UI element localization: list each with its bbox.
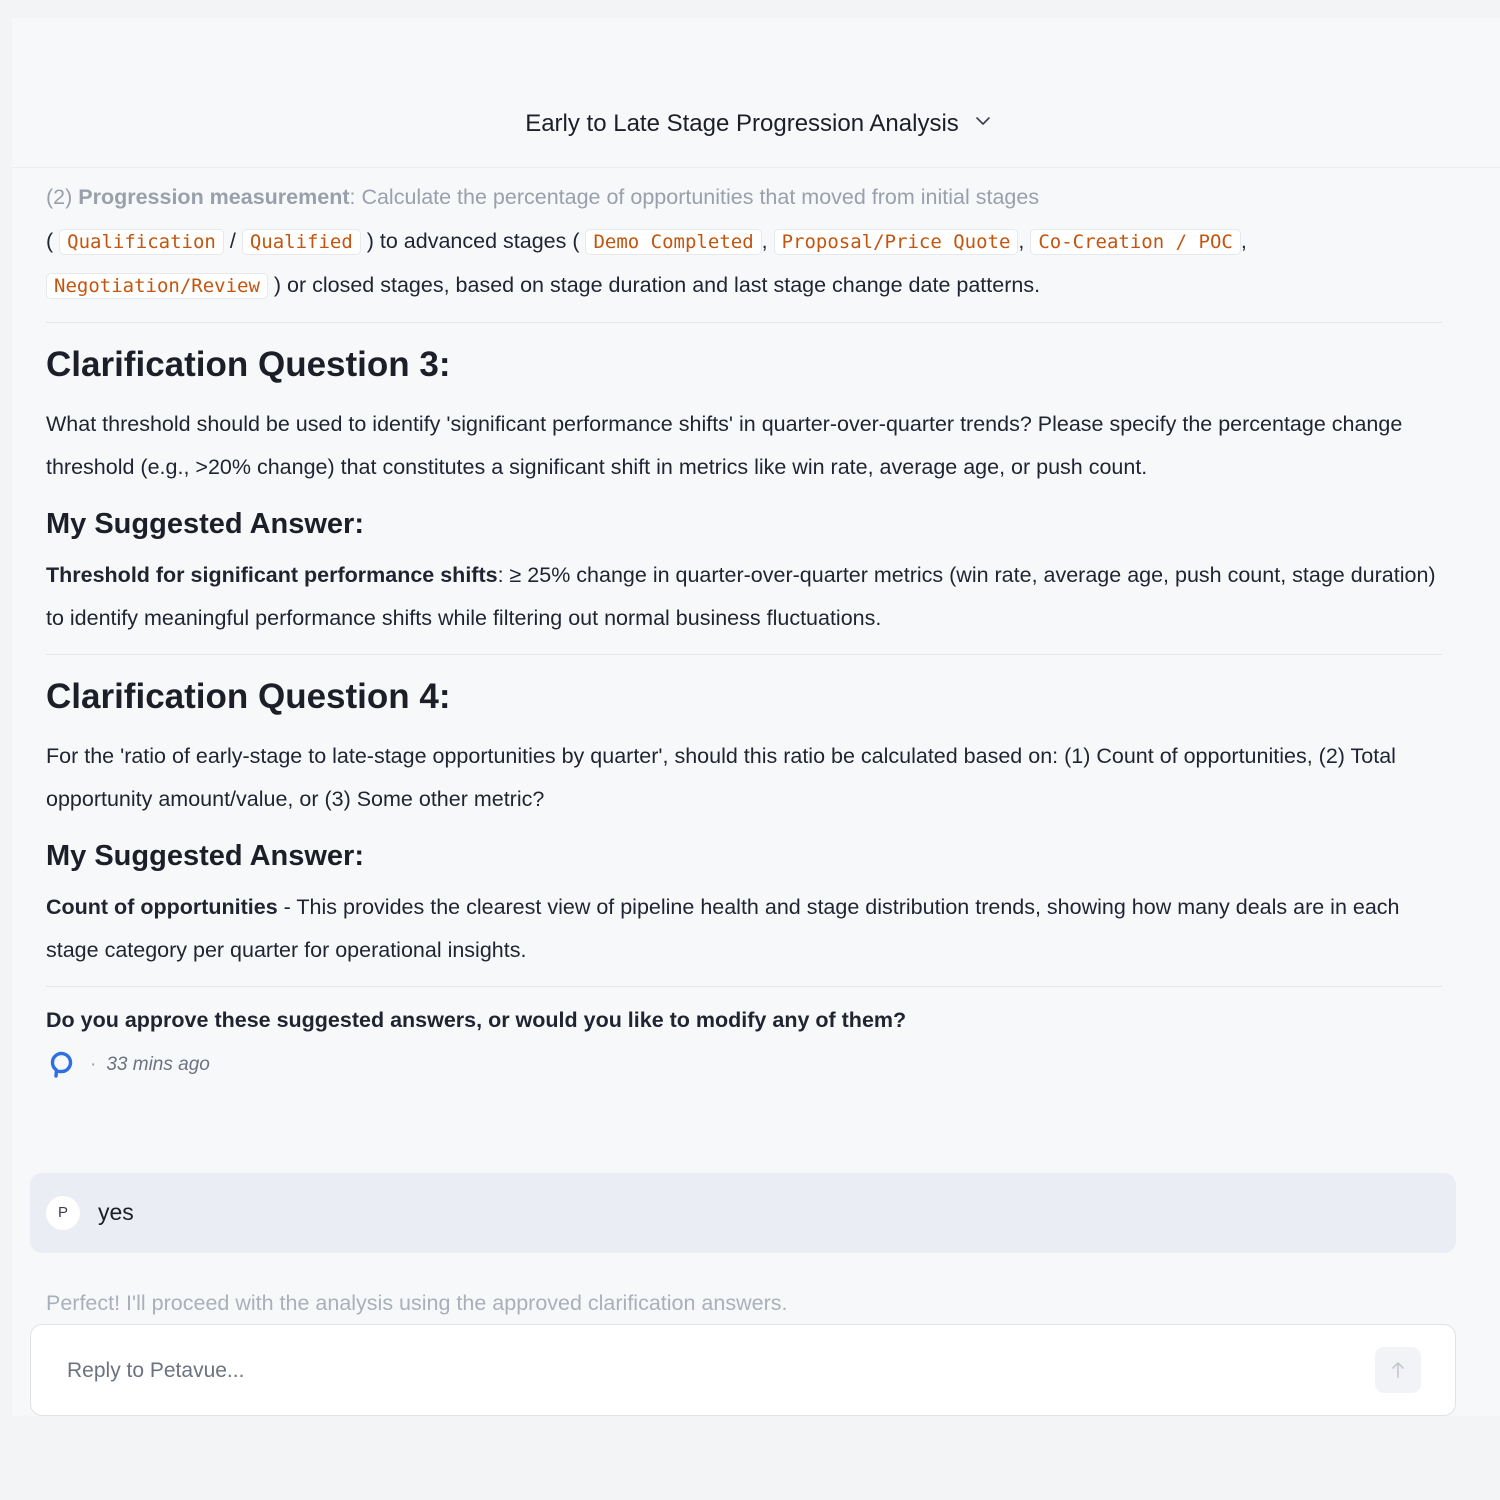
stage-code-qualified: Qualified [242, 229, 361, 255]
message-meta [46, 1045, 1442, 1085]
arrow-up-icon [1390, 1361, 1406, 1379]
question-3-answer-label: Threshold for significant performance shifts [46, 562, 498, 587]
approval-question: Do you approve these suggested answers, or would you like to modify any of them? [46, 1007, 907, 1032]
progression-label: Progression measurement [78, 185, 350, 209]
stage-code-co-creation: Co-Creation / POC [1030, 229, 1240, 255]
top-bar [12, 18, 1500, 168]
question-4-answer [46, 886, 1442, 973]
question-3-answer [46, 554, 1442, 641]
send-button[interactable] [1375, 1347, 1421, 1393]
comma-separator: , [1240, 228, 1247, 253]
stage-code-negotiation: Negotiation/Review [46, 273, 268, 299]
question-4-answer-label: Count of opportunities [46, 894, 278, 919]
slash-separator: / [229, 228, 236, 253]
reply-input[interactable] [65, 1353, 1349, 1389]
reply-composer [30, 1324, 1456, 1416]
message-timestamp: 33 mins ago [106, 1053, 210, 1075]
progression-prefix: (2) [46, 185, 79, 209]
progression-text: : Calculate the percentage of opportunities that moved from initial stages [349, 185, 1040, 209]
user-message-text: yes [98, 1199, 134, 1225]
stage-code-demo-completed: Demo Completed [585, 229, 761, 255]
progression-end-text: ) or closed stages, based on stage duration and last stage change date patterns. [273, 273, 1041, 297]
question-4-heading: Clarification Question 4: [46, 676, 451, 716]
stage-code-proposal: Proposal/Price Quote [774, 229, 1019, 255]
divider [46, 322, 1442, 323]
message-thread[interactable] [12, 168, 1500, 1326]
assistant-message [46, 176, 1442, 1085]
conversation-title: Early to Late Stage Progression Analysis [525, 110, 959, 137]
conversation-title-dropdown[interactable] [12, 106, 1500, 138]
comma-separator: , [761, 228, 768, 253]
user-message [30, 1173, 1456, 1253]
assistant-reply-text: Perfect! I'll proceed with the analysis using the approved clarification answers. [46, 1291, 788, 1315]
question-4-answer-heading: My Suggested Answer: [46, 839, 364, 872]
avatar: P [46, 1196, 80, 1230]
divider [46, 986, 1442, 987]
question-3-text: What threshold should be used to identify 'significant performance shifts' in quarter-over-quarter trends? Please specify the percentage change threshold (e.g., >20% change) that constitutes a significant shift in metrics like win rate, average age, or push count. [46, 411, 1403, 479]
question-3-answer-text: : ≥ 25% change in quarter-over-quarter metrics (win rate, average age, push count, stage duration) to identify meaningful performance shifts while filtering out normal business fluctuations. [46, 562, 1436, 630]
stage-code-qualification: Qualification [59, 229, 224, 255]
petavue-logo-icon [50, 1051, 76, 1079]
question-4-text: For the 'ratio of early-stage to late-stage opportunities by quarter', should this ratio be calculated based on: (1) Count of opportunities, (2) Total opportunity amount/value, or (3) Some other metric? [46, 743, 1396, 811]
question-3-heading: Clarification Question 3: [46, 344, 451, 384]
chat-app [12, 18, 1500, 1416]
paren-open: ( [46, 228, 54, 253]
divider [46, 654, 1442, 655]
question-3-answer-heading: My Suggested Answer: [46, 507, 364, 540]
question-4-answer-text: - This provides the clearest view of pipeline health and stage distribution trends, showing how many deals are in each stage category per quarter for operational insights. [46, 894, 1400, 962]
meta-separator: · [90, 1053, 97, 1075]
comma-separator: , [1018, 228, 1025, 253]
progression-paragraph [46, 176, 1442, 309]
progression-mid-text: ) to advanced stages ( [366, 228, 580, 253]
chevron-down-icon [975, 106, 987, 118]
